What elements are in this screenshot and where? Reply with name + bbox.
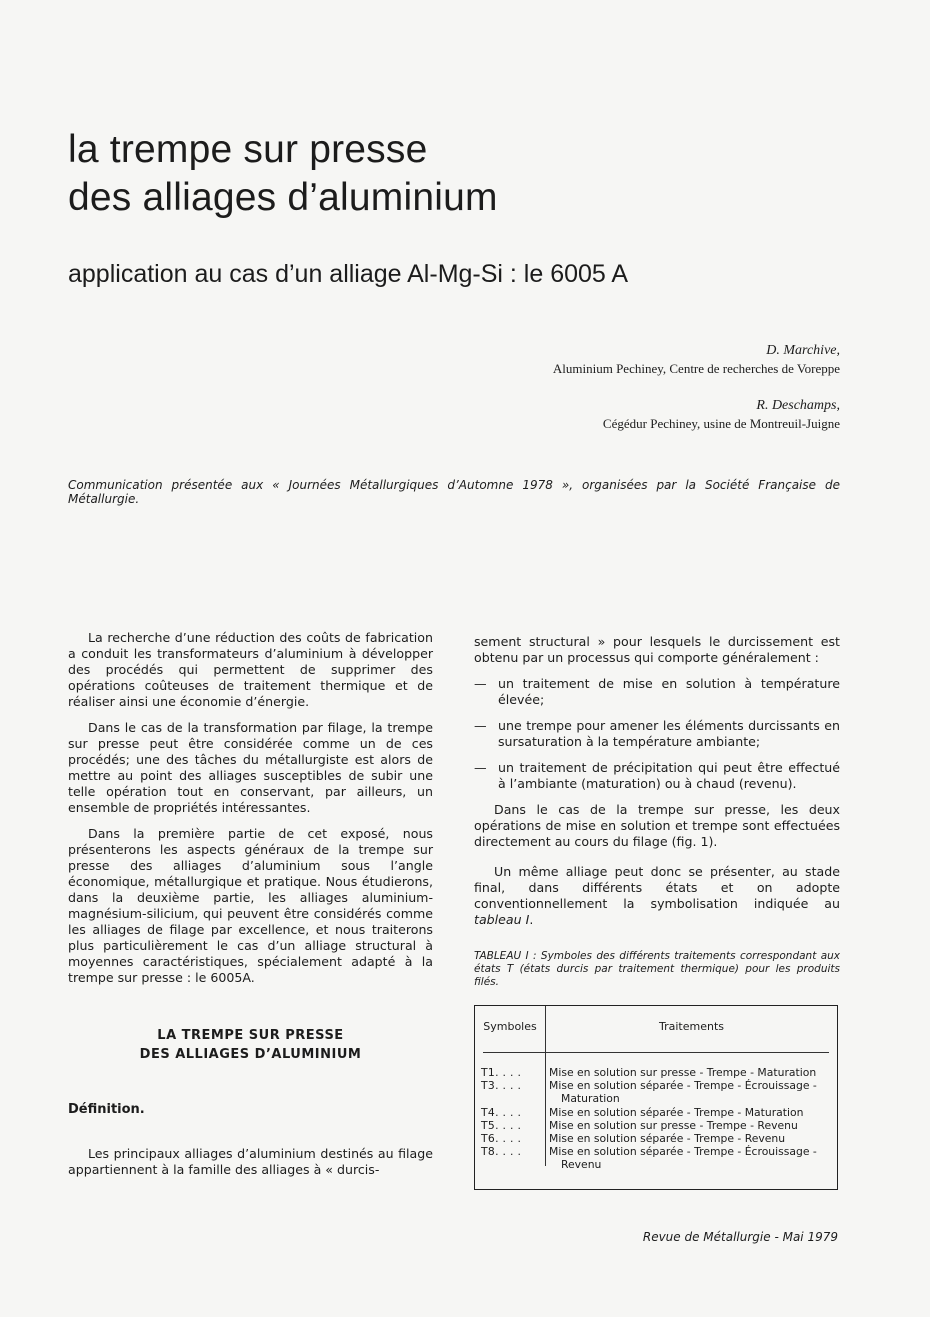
table-cell-symbol: T6. . . . bbox=[481, 1132, 522, 1145]
author-affiliation: Aluminium Pechiney, Centre de recherches de Voreppe bbox=[552, 361, 840, 376]
list-item-text: un traitement de mise en solution à température élevée; bbox=[498, 676, 840, 707]
table-cell-symbol: T1. . . . bbox=[481, 1066, 522, 1079]
paragraph-text: Un même alliage peut donc se présenter, au stade final, dans différents états et on adopte conventionnellement la symbolisation indiquée au bbox=[474, 864, 840, 911]
paragraph: La recherche d’une réduction des coûts de fabrication a conduit les transformateurs d’aluminium à développer des procédés qui permettent de supprimer des opérations coûteuses de traitement thermique et de réaliser ainsi une économie d’énergie. bbox=[68, 630, 433, 709]
list-item bbox=[474, 718, 840, 750]
dash-marker: — bbox=[474, 760, 487, 775]
article-subtitle: application au cas d’un alliage Al-Mg-Si : le 6005 A bbox=[68, 260, 629, 288]
page-footer: Revue de Métallurgie - Mai 1979 bbox=[642, 1230, 838, 1244]
table-cell-treatment: Mise en solution sur presse - Trempe - Maturation bbox=[549, 1066, 817, 1079]
author-name: R. Deschamps, bbox=[756, 398, 840, 413]
paragraph: Les principaux alliages d’aluminium destinés au filage appartiennent à la famille des alliages à « durcis- bbox=[68, 1146, 433, 1177]
table-cell-treatment: Mise en solution séparée - Trempe - Écrouissage - Maturation bbox=[549, 1079, 817, 1105]
table-cell-treatment: Mise en solution séparée - Trempe - Écrouissage - Revenu bbox=[549, 1145, 817, 1171]
list-item-text: une trempe pour amener les éléments durcissants en sursaturation à la température ambiante; bbox=[498, 718, 840, 749]
dash-marker: — bbox=[474, 676, 487, 691]
list-item-text: un traitement de précipitation qui peut être effectué à l’ambiante (maturation) ou à chaud (revenu). bbox=[498, 760, 840, 791]
header-divider bbox=[483, 1052, 829, 1053]
list-item bbox=[474, 676, 840, 708]
table-cell-symbol: T5. . . . bbox=[481, 1119, 522, 1132]
paragraph-text: . bbox=[529, 912, 534, 927]
paragraph: Dans la première partie de cet exposé, nous présenterons les aspects généraux de la trempe sur presse des alliages d’aluminium sous l’angle économique, métallurgique et pratique. Nous étudierons, dans la deuxième partie, les alliages aluminium-magnésium-silicium, qui peuvent être considérés comme les alliages de filage par excellence, et nous traiterons plus particulièrement le cas d’un alliage structural à moyennes caractéristiques, spécialement adapté à la trempe sur presse : le 6005A. bbox=[68, 826, 433, 985]
paragraph: Dans le cas de la transformation par filage, la trempe sur presse peut être considérée comme un de ces procédés; une des tâches du métallurgiste est alors de mettre au point des alliages susceptibles de subir une telle opération tout en conservant, par ailleurs, un ensemble de propriétés intéressantes. bbox=[68, 720, 433, 815]
article-title-line-1: la trempe sur presse bbox=[68, 128, 428, 171]
article-title-line-2: des alliages d’aluminium bbox=[68, 176, 498, 219]
paragraph bbox=[474, 864, 840, 928]
list-item bbox=[474, 760, 840, 792]
dash-marker: — bbox=[474, 718, 487, 733]
table-caption: TABLEAU I : Symboles des différents traitements correspondant aux états T (états durcis par traitement thermique) pour les produits filés. bbox=[474, 950, 840, 988]
subheading-definition: Définition. bbox=[68, 1102, 145, 1117]
table-cell-treatment: Mise en solution sur presse - Trempe - Revenu bbox=[549, 1119, 798, 1132]
table-cell-treatment: Mise en solution séparée - Trempe - Maturation bbox=[549, 1106, 804, 1119]
paragraph: Dans le cas de la trempe sur presse, les deux opérations de mise en solution et trempe sont effectuées directement au cours du filage (fig. 1). bbox=[474, 802, 840, 849]
section-heading-line-1: LA TREMPE SUR PRESSE bbox=[157, 1028, 344, 1043]
article-title bbox=[68, 126, 828, 222]
author-affiliation: Cégédur Pechiney, usine de Montreuil-Juigne bbox=[602, 416, 840, 431]
table-cell-symbol: T8. . . . bbox=[481, 1145, 522, 1158]
table-header-symbols: Symboles bbox=[483, 1020, 537, 1033]
table-reference: tableau I bbox=[474, 912, 530, 927]
table-cell-symbol: T4. . . . bbox=[481, 1106, 522, 1119]
author-name: D. Marchive, bbox=[766, 343, 840, 358]
table-cell-symbol: T3. . . . bbox=[481, 1079, 522, 1092]
table-header-treatments: Traitements bbox=[658, 1020, 724, 1033]
section-heading bbox=[68, 1026, 433, 1064]
author-block-1 bbox=[553, 342, 840, 377]
paragraph: sement structural » pour lesquels le durcissement est obtenu par un processus qui comporte généralement : bbox=[474, 634, 840, 665]
right-column bbox=[474, 634, 840, 938]
table-cell-treatment: Mise en solution séparée - Trempe - Revenu bbox=[549, 1132, 786, 1145]
author-block-2 bbox=[603, 397, 840, 432]
communication-note: Communication présentée aux « Journées Métallurgiques d’Automne 1978 », organisées par la Société Française de Métallurgie. bbox=[68, 478, 840, 506]
section-heading-line-2: DES ALLIAGES D’ALUMINIUM bbox=[139, 1047, 362, 1062]
treatment-table bbox=[474, 1005, 838, 1190]
left-column bbox=[68, 630, 433, 1188]
